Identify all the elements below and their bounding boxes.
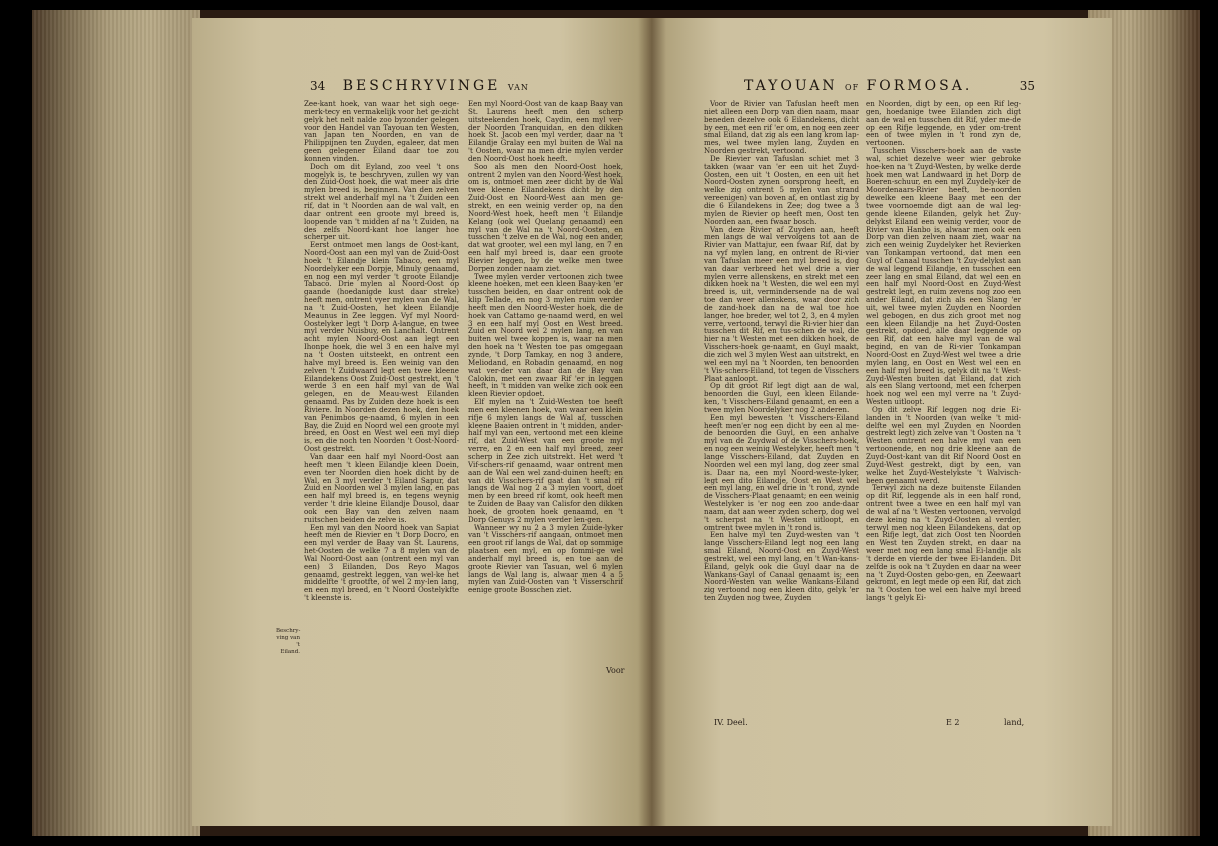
catchword: land, <box>1004 718 1025 727</box>
text-column-2 <box>468 100 623 594</box>
running-title-a: TAYOUAN <box>744 78 838 94</box>
paragraph: Op dit groot Rif legt digt aan de wal, benoorden die Guyl, een kleen Eilande-ken, 't Visschers-Eiland genaamt, en een a twee mylen Noordelyker nog 2 anderen. <box>704 381 859 414</box>
paragraph: Op dit zelve Rif leggen nog drie Ei-landen in 't Noorden (van welke 't mid-delfte wel een myl Zuyden en Noorden gestrekt legt) zich zelve van 't Oosten na 't Westen omtrent een halve myl van een vertoonende, en nog drie kleene aan de Zuyd-Oost-kant van dit Rif Noord Oost en Zuyd-West gestrekt, digt by een, van welke het Zuyd-Westelykste 't Walvisch-been genaamt werd. <box>866 404 1021 485</box>
right-page <box>652 18 1112 826</box>
signature: IV. Deel. <box>714 718 748 727</box>
running-title-b: FORMOSA. <box>866 78 973 94</box>
paragraph: Voor de Rivier van Tafuslan heeft men niet alleen een Dorp van dien naam, maar beneden dezelve ook 6 Eilandekens, dicht by een, met een rif 'er om, en nog een zeer smal Eiland, dat zig als een lang krom lap-mes, wel twee mylen lang, Zuyden en Noorden gestrekt, vertoond. <box>704 99 859 156</box>
page-number: 35 <box>1019 79 1036 93</box>
left-page-header <box>310 78 529 94</box>
book <box>32 10 1200 836</box>
catchword: Voor <box>606 666 625 675</box>
paragraph: Twee mylen verder vertoonen zich twee kleene hoeken, met een kleen Baay-ken 'er tusschen beiden, en daar ontrent ook de klip Tellade, en nog 3 mylen ruim verder heeft men den Noord-Wester hoek, die de hoek van Cattamo ge-naamd werd, en wel 3 en een half myl Oost en West breed. Zuid en Noord wel 2 mylen lang, en van buiten wel twee koppen is, waar na men den hoek na 't Westen toe pas omgegaan zynde, 't Dorp Tamkay, en nog 3 andere, Meliodand, en Robadin genaamd, en nog wat ver-der van daar dan de Bay van Calokin, met een zwaar Rif 'er in leggen heeft, in 't midden van welke zich ook een kleen Rievier opdoet. <box>468 271 623 399</box>
paragraph: De Rievier van Tafuslan schiet met 3 takken (waar van 'er een uit het Zuyd-Oosten, een uit 't Oosten, en een uit het Noord-Oosten zynen oorsprong heeft, en welke zig ontrent 5 mylen van strand vereenigen) van boven af, en ontlast zig by die 6 Eilandekens in Zee; dog twee a 3 mylen de Rievier op heeft men, Oost ten Noorden aan, een fwaar bosch. <box>704 153 859 226</box>
paragraph: Een myl bewesten 't Visschers-Eiland heeft men'er nog een dicht by een al me-de benoorden die Guyl, en een anhalve myl van de Zuydwal of de Visschers-hoek, en nog een weinig Westelyker, heeft men 't lange Visschers-Eiland, dat Zuyden en Noorden wel een myl lang, dog zeer smal is. Daar na, een myl Noord-weste-lyker, legt een dito Eilandje, Oost en West wel een myl lang, en wel drie in 't rond, zynde de Visschers-Plaat genaamt; en een weinig Westelyker is 'er nog een zoo ande-daar naam, dat aan weer zyden scherp, dog wel 't scherpst na 't Westen uitloopt, en omtrent twee mylen in 't rond is. <box>704 412 859 532</box>
book-gutter <box>638 18 666 826</box>
paragraph: Wanneer wy nu 2 a 3 mylen Zuide-lyker van 't Visschers-rif aangaan, ontmoet men een groot rif langs de Wal, dat op sommige plaatsen een myl, en op fommi-ge wel anderhalf myl breed is, en toe aan de groote Rievier van Tasuan, wel 6 mylen langs de Wal lang is, alwaar men 4 a 5 mylen van Zuid-Oosten van 't Visserschrif eenige groote Bosschen ziet. <box>468 522 623 595</box>
running-title: BESCHRYVINGE <box>342 78 501 94</box>
text-column-2 <box>866 100 1021 602</box>
paragraph: Tusschen Visschers-hoek aan de vaste wal, schiet dezelve weer wier gebroke hoe-ken na 't Zuyd-Westen, by welke derde hoek men wat Landwaard in het Dorp de Boeren-schuur, en een myl Zuydely-ker de Moordenaars-Rivier heeft, be-noorden dewelke een kleene Baay met een der twee voornoemde digt aan de wal leg-gende kleene Eilanden, gelyk het Zuy-delykst Eiland een weinig verder, voor de Rivier van Hanbo is, alwaar men ook een Dorp van dien zelven naam ziet, waar na zich een weinig Zuydelyker het Revierken van Tonkampan vertoond, dat men een Guyl of Canaal tusschen 't Zuy-delykst aan de wal leggend Eilandje, en tusschen een zeer lang en smal Eiland, dat wel een en een half myl Noord-Oost en Zuyd-West gestrekt legt, en ruim zevens nog zoo een ander Eiland, dat zich als een Slang 'er uit, wel twee mylen Zuyden en Noorden wel gebogen, en dus zich groot met nog een kleen Eilandje na het Zuyd-Oosten gestrekt, opdoed, alle daar leggende op een Rif, dat een halve myl van de wal begind, en van de Ri-vier Tonkampan Noord-Oost en Zuyd-West wel twee a drie mylen lang, en Oost en West wel een en een half myl breed is, gelyk dit na 't West-Zuyd-Westen buiten dat Eiland, dat zich als een Slang vertoond, met een fcherpen hoek nog wel een myl verre na 't Zuyd-Westen uitloopt. <box>866 146 1021 407</box>
page-number: 34 <box>310 79 326 93</box>
paragraph: Soo als men den Noord-Oost hoek, ontrent 2 mylen van den Noord-West hoek, om is, ontmoet men zeer dicht by de Wal twee kleene Eilandekens dicht by den Zuid-Oost en Noord-West aan men ge-strekt, en een weinig verder op, na den Noord-West hoek, heeft men 't Eilandje Kelang (ook wel Quelang genaamd) een myl van de Wal na 't Noord-Oosten, en tusschen 't zelve en de Wal, nog een ander, dat wat grooter, wel een myl lang, en 7 en een half myl breed is, daar een groote Rievier leggen, by de welke men twee Dorpen zonder naam ziet. <box>468 161 623 273</box>
paragraph: Van deze Rivier af Zuyden aan, heeft men langs de wal vervolgens tot aan de Rivier van Mattajur, een fwaar Rif, dat by na vyf mylen lang, en ontrent de Ri-vier van Tafuslan meer een myl breed is, dog van daar verbreed het wel drie a vier mylen verre allenskens, en strekt met een dikken hoek na 't Westen, die wel een myl breed is, uit, vermindersende na de wal toe dan weer allenskens, waar door zich de zand-hoek dan na de wal toe hoe langer, hoe breder, wel tot 2, 3, en 4 mylen verre, vertoond, terwyl die Ri-vier hier dan tusschen dit Rif, en tus-schen de wal, die hier na 't Westen met een dikken hoek, de Visschers-hoek ge-naamt, en Guyl maakt, die zich wel 3 mylen West aan uitstrekt, en wel een myl na 't Noorden, ten benoorden 't Vis-schers-Eiland, tot tegen de Visschers Plaat aanloopt. <box>704 224 859 383</box>
paragraph: Zee-kant hoek, van waar het sigh oege-merk-tecy en vermakelijk voor het ge-zicht gelyk het nelt nalde zoo byzonder gelegen voor den Handel van Tayouan ten Westen, van Japan ten Noorden, en van de Philippijnen ten Zuyden, egaleer, dat men geen gelegener Eiland daar toe zou konnen vinden. <box>304 99 459 163</box>
paragraph: Een myl Noord-Oost van de kaap Baay van St. Laurens heeft men den scherp uitsteekenden hoek, Caydin, een myl ver-der Noorden Tranquidan, en den dikken hoek St. Jacob een myl verder, daar na 't Eilandje Gralay een myl buiten de Wal na 't Oosten, waar na men drie mylen verder den Noord-Oost hoek heeft. <box>468 99 623 163</box>
left-page <box>192 18 652 826</box>
book-edge-left <box>32 10 200 836</box>
sig-mark: E 2 <box>946 718 960 727</box>
paragraph: Terwyl zich na deze buitenste Eilanden op dit Rif, leggende als in een half rond, ontrent twee a twee en een half myl van de wal af na 't Westen vertoonen, vervolgd deze keing na 't Zuyd-Oosten al verder, terwyl men nog kleen Eilandekens, dat op een Rifje legt, dat zich Oost ten Noorden en West ten Zuyden strekt, en daar na weer met nog een lang smal Ei-landje als 't derde en vierde der twee Ei-landen. Dit zelfde is ook na 't Zuyden en daar na weer na 't Zuyd-Oosten gebo-gen, en Zeewaart gekromt, en legt mede op een Rif, dat zich na 't Oosten toe wel een halve myl breed langs 't gelyk Ei- <box>866 483 1021 603</box>
right-page-header <box>744 78 1045 94</box>
paragraph: Eerst ontmoet men langs de Oost-kant, Noord-Oost aan een myl van de Zuid-Oost hoek 't Eilandje klein Tabaco, een myl Noordelyker een Dorpje, Minuly genaamd, en nog een myl verder 't groote Eilandje Tabaco. Drie mylen al Noord-Oost op gaande (hoedanigde kust daar streke) heeft men, ontrent vyer mylen van de Wal, na 't Zuid-Oosten, het kleen Eilandje Meaunus in Zee leggen. Vyf myl Noord-Oostelyker legt 't Dorp A-langue, en twee myl verder Nuisbuy, en Lanchalt. Ontrent acht mylen Noord-Oost aan legt een Ihonpe hoek, die wel 3 en een halve myl na 't Oosten uitsteekt, en ontrent een halve myl breed is. Een weinig van den zelven 't Zuidwaard legt een twee kleene Eilandekens Oost Zuid-Oost gestrekt, en 't werde 3 en een half myl van de Wal gelegen, en de Meau-west Eilanden genaamd. Pas by Zuiden deze hoek is een Riviere. In Noorden dezen hoek, den hoek van Penimbos ge-naamd, 6 mylen in een Bay, die Zuid en Noord wel een groote myl breed, en Oost en West wel een myl diep is, en die noch ten Noorden 't Oost-Noord-Oost gestrekt. <box>304 240 459 454</box>
running-title-small: VAN <box>507 83 529 92</box>
paragraph: Een halve myl ten Zuyd-westen van 't lange Visschers-Eiland legt nog een lang smal Eiland, Noord-Oost en Zuyd-West gestrekt, wel een myl lang, en 't Wan-kans-Eiland, gelyk ook die Guyl daar na de Wankans-Gayl of Canaal genaamt is; een Noord-Westen van welke Wankans-Eiland zig vertoond nog een kleen dito, gelyk 'er ten Zuyden nog twee, Zuyden <box>704 530 859 603</box>
paragraph: en Noorden, digt by een, op een Rif leg-gen, hoedanige twee Eilanden zich digt aan de wal en tusschen dit Rif, yder me-de op een Rifje leggende, en yder om-trent een of twee mylen in 't rond zyn de, vertoonen. <box>866 99 1021 148</box>
paragraph: Van daar een half myl Noord-Oost aan heeft men 't kleen Eilandje kleen Doein, even ter Noorden dien hoek dicht by de Wal, en 3 myl verder 't Eiland Sapur, dat Zuid en Noorden wel 3 mylen lang, en pas een half myl breed is, en tegens weynig verder 't drie kleine Eilandje Dousol, daar ook een Bay van den zelven naam ruitschen beiden de zelve is. <box>304 451 459 524</box>
margin-note: Beschry-ving van 't Eiland. <box>276 628 301 655</box>
text-column-1 <box>304 100 459 602</box>
paragraph: Een myl van den Noord hoek van Sapiat heeft men de Rievier en 't Dorp Docro, en een myl verder de Baay van St. Laurens, het-Oosten de welke 7 a 8 mylen van de Wal Noord-Oost aan (ontrent een myl van een) 3 Eilanden, Dos Reyo Magos genaamd, gestrekt leggen, van wel-ke het middelfte 't grootfte, of wel 2 my-len lang, en een myl breed, en 't Noord Oostelykfte 't kleenste is. <box>304 522 459 603</box>
text-column-1 <box>704 100 859 602</box>
paragraph: Elf mylen na 't Zuid-Westen toe heeft men een kleenen hoek, van waar een klein rifje 6 mylen langs de Wal af, tusschen kleene Baaien ontrent in 't midden, ander-half myl van een, vertoond met een kleine rif, dat Zuid-West van een groote myl verre, en 2 en een half myl breed, zeer scherp in Zee zich uitstrekt. Het werd 't Vif-schers-rif genaamd, waar ontrent men aan de Wal een wel zand-duinen heeft; en van dit Visschers-rif gaat dan 't smal rif langs de Wal nog 2 a 3 mylen voort, doet men by een breed rif komt, ook heeft men te Zuiden de Baay van Calisfor den dikken hoek, de grooten hoek genaamd, en 't Dorp Genuys 2 mylen verder len-gen. <box>468 397 623 524</box>
running-title-small: OF <box>845 83 860 92</box>
paragraph: Doch om dit Eyland, zoo veel 't ons mogelyk is, te beschryven, zullen wy van den Zuid-Oost hoek, die wat meer als drie mylen breed is, beginnen. Van den zelven strekt wel anderhalf myl na 't Zuiden een rif, dat in 't Noorden aan de wal valt, en daar ontrent een groote myl breed is, loopende van 't midden af na 't Zuiden, na des zelfs Noord-kant hoe langer hoe scherper uit. <box>304 161 459 242</box>
